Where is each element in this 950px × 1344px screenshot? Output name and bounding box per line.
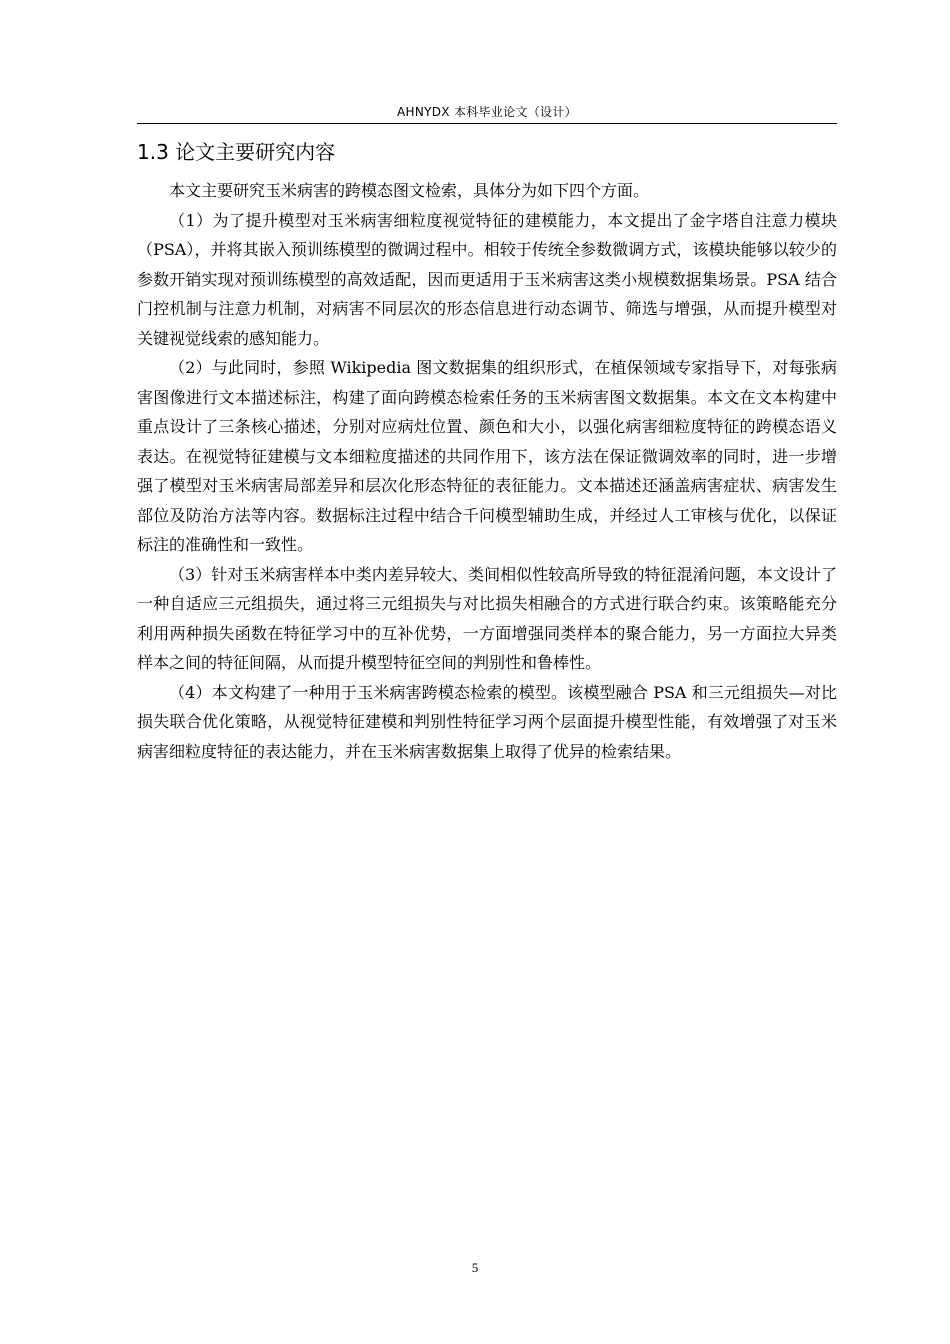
- section-title: 1.3 论文主要研究内容: [137, 140, 336, 164]
- paragraph-intro: 本文主要研究玉米病害的跨模态图文检索，具体分为如下四个方面。: [169, 181, 650, 200]
- paragraph-item-1: （1）为了提升模型对玉米病害细粒度视觉特征的建模能力，本文提出了金字塔自注意力模块（PSA），并将其嵌入预训练模型的微调过程中。相较于传统全参数微调方式，该模块能够以较少的参数开销实现对预训练模型的高效适配，因而更适用于玉米病害这类小规模数据集场景。PSA 结合门控机制与注意力机制，对病害不同层次的形态信息进行动态调节、筛选与增强，从而提升模型对关键视觉线索的感知能力。: [137, 210, 837, 348]
- paragraph-item-3: （3）针对玉米病害样本中类内差异较大、类间相似性较高所导致的特征混淆问题，本文设计了一种自适应三元组损失，通过将三元组损失与对比损失相融合的方式进行联合约束。该策略能充分利用两种损失函数在特征学习中的互补优势，一方面增强同类样本的聚合能力，另一方面拉大异类样本之间的特征间隔，从而提升模型特征空间的判别性和鲁棒性。: [137, 564, 837, 672]
- running-header: AHNYDX 本科毕业论文（设计）: [397, 105, 577, 119]
- paragraph-item-4: （4）本文构建了一种用于玉米病害跨模态检索的模型。该模型融合 PSA 和三元组损失—对比损失联合优化策略，从视觉特征建模和判别性特征学习两个层面提升模型性能，有效增强了对玉米病害细粒度特征的表达能力，并在玉米病害数据集上取得了优异的检索结果。: [137, 682, 837, 761]
- paragraph-item-2: （2）与此同时，参照 Wikipedia 图文数据集的组织形式，在植保领域专家指导下，对每张病害图像进行文本描述标注，构建了面向跨模态检索任务的玉米病害图文数据集。本文在文本构建中重点设计了三条核心描述，分别对应病灶位置、颜色和大小，以强化病害细粒度特征的跨模态语义表达。在视觉特征建模与文本细粒度描述的共同作用下，该方法在保证微调效率的同时，进一步增强了模型对玉米病害局部差异和层次化形态特征的表征能力。文本描述还涵盖病害症状、病害发生部位及防治方法等内容。数据标注过程中结合千问模型辅助生成，并经过人工审核与优化，以保证标注的准确性和一致性。: [137, 358, 837, 554]
- header-rule: [137, 123, 837, 124]
- body-text: [137, 176, 837, 766]
- page-number: 5: [471, 1260, 479, 1275]
